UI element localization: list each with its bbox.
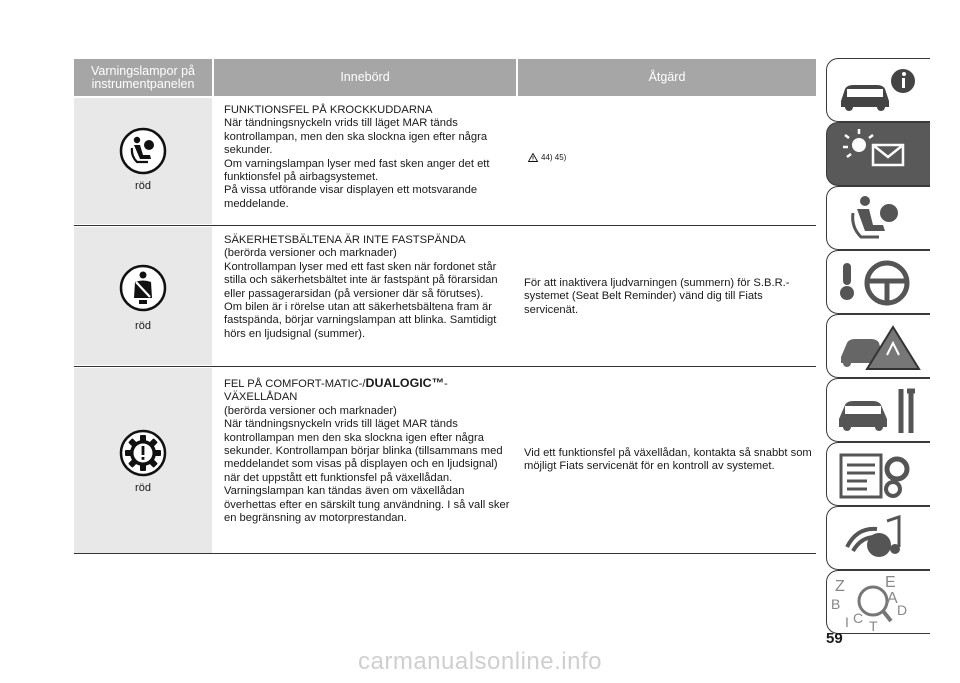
index-letter: B	[831, 596, 841, 612]
seatbelt-text-2: Kontrollampan lyser med ett fast sken när fordonet står stilla och säkerhetsbältet inte är fastspänt på förarsidan eller passagerarsidan (på versioner där så förutses).	[224, 260, 498, 300]
tab-car-info[interactable]	[826, 58, 930, 122]
header-warning-lamps: Varningslampor på instrumentpanelen	[74, 59, 212, 96]
seatbelt-text-1: (berörda versioner och marknader)	[224, 247, 397, 260]
gearbox-title-cont: VÄXELLÅDAN	[224, 391, 298, 404]
index-letter: T	[869, 618, 878, 634]
safety-airbag-icon	[827, 187, 931, 251]
index-letter: C	[853, 610, 864, 626]
airbag-description	[224, 104, 516, 211]
note-reference: 44) 45)	[541, 153, 567, 162]
airbag-warning-icon	[118, 126, 168, 176]
index-letter: D	[897, 602, 908, 618]
starting-driving-icon	[827, 251, 931, 315]
gearbox-action: Vid ett funktionsfel på växellådan, kontakta så snabbt som möjligt Fiats servicenät för en kontroll av systemet.	[524, 447, 812, 473]
seatbelt-title: SÄKERHETSBÄLTENA ÄR INTE FASTSPÄNDA	[224, 234, 466, 246]
gearbox-title-brand: DUALOGIC™	[365, 376, 444, 390]
lamp-cell-airbag	[74, 98, 212, 224]
airbag-title: FUNKTIONSFEL PÅ KROCKKUDDARNA	[224, 104, 433, 116]
tab-safety[interactable]	[826, 186, 930, 250]
index-icon	[827, 571, 931, 635]
warning-note-ref	[528, 153, 566, 162]
tab-maintenance[interactable]	[826, 378, 930, 442]
warning-triangle-icon	[528, 153, 538, 162]
tab-technical-data[interactable]	[826, 442, 930, 506]
lamp-cell-gearbox	[74, 368, 212, 553]
gearbox-warning-icon	[118, 428, 168, 478]
maintenance-icon	[827, 379, 931, 443]
row-divider	[74, 225, 816, 226]
index-letter: Z	[835, 578, 845, 595]
gearbox-text-2: När tändningsnyckeln vrids till läget MAR tänds kontrollampan men den ska slockna igen efter några sekunder. Kontrollampan börjar blinka (tillsammans med meddelandet som visas på displayen och en ljudsignal) när det uppstått ett funktionsfel på växellådan. Varningslampan kan tändas även om växellådan överhettas efter en särskilt tung användning. I så vall sker en begränsning av motorprestandan.	[224, 418, 510, 525]
gearbox-title-suffix: -	[444, 378, 448, 390]
page-number: 59	[826, 630, 843, 647]
tab-multimedia[interactable]	[826, 506, 930, 570]
technical-data-icon	[827, 443, 931, 507]
lamp-color: röd	[135, 482, 151, 494]
seatbelt-warning-icon	[118, 263, 168, 313]
index-letter: I	[845, 614, 849, 630]
gearbox-title-prefix: FEL PÅ COMFORT-MATIC-/	[224, 378, 366, 390]
tab-emergency[interactable]	[826, 314, 930, 378]
index-letter: A	[887, 590, 898, 607]
index-letter: E	[885, 574, 896, 591]
lamp-cell-seatbelt	[74, 227, 212, 365]
tab-starting-driving[interactable]	[826, 250, 930, 314]
gearbox-description	[224, 377, 516, 525]
gearbox-title	[224, 377, 516, 391]
gearbox-text-1: (berörda versioner och marknader)	[224, 404, 397, 417]
airbag-text-1: När tändningsnyckeln vrids till läget MAR tänds kontrollampan, men den ska slockna igen efter några sekunder.	[224, 117, 488, 157]
warning-lights-icon	[827, 123, 931, 187]
seatbelt-text-3: Om bilen är i rörelse utan att säkerhetsbältena fram är fastspända, börjar varningslampan att blinka. Samtidigt hörs en ljudsignal (summer).	[224, 301, 497, 340]
header-action: Åtgärd	[518, 59, 816, 96]
car-info-icon	[827, 59, 931, 123]
row-divider	[74, 366, 816, 367]
seatbelt-action: För att inaktivera ljudvarningen (summern) för S.B.R.-systemet (Seat Belt Reminder) vänd dig till Fiats servicenät.	[524, 277, 790, 316]
tab-index[interactable]	[826, 570, 930, 634]
row-divider	[74, 553, 816, 554]
watermark: carmanualsonline.info	[358, 648, 602, 675]
airbag-text-2: Om varningslampan lyser med fast sken anger det ett funktionsfel på airbagsystemet.	[224, 157, 490, 184]
multimedia-icon	[827, 507, 931, 571]
airbag-text-3: På vissa utförande visar displayen ett motsvarande meddelande.	[224, 184, 478, 210]
lamp-color: röd	[135, 320, 151, 332]
emergency-icon	[827, 315, 931, 379]
tab-warning-lights[interactable]	[826, 122, 930, 186]
seatbelt-description	[224, 234, 516, 341]
lamp-color: röd	[135, 180, 151, 192]
header-meaning: Innebörd	[214, 59, 516, 96]
